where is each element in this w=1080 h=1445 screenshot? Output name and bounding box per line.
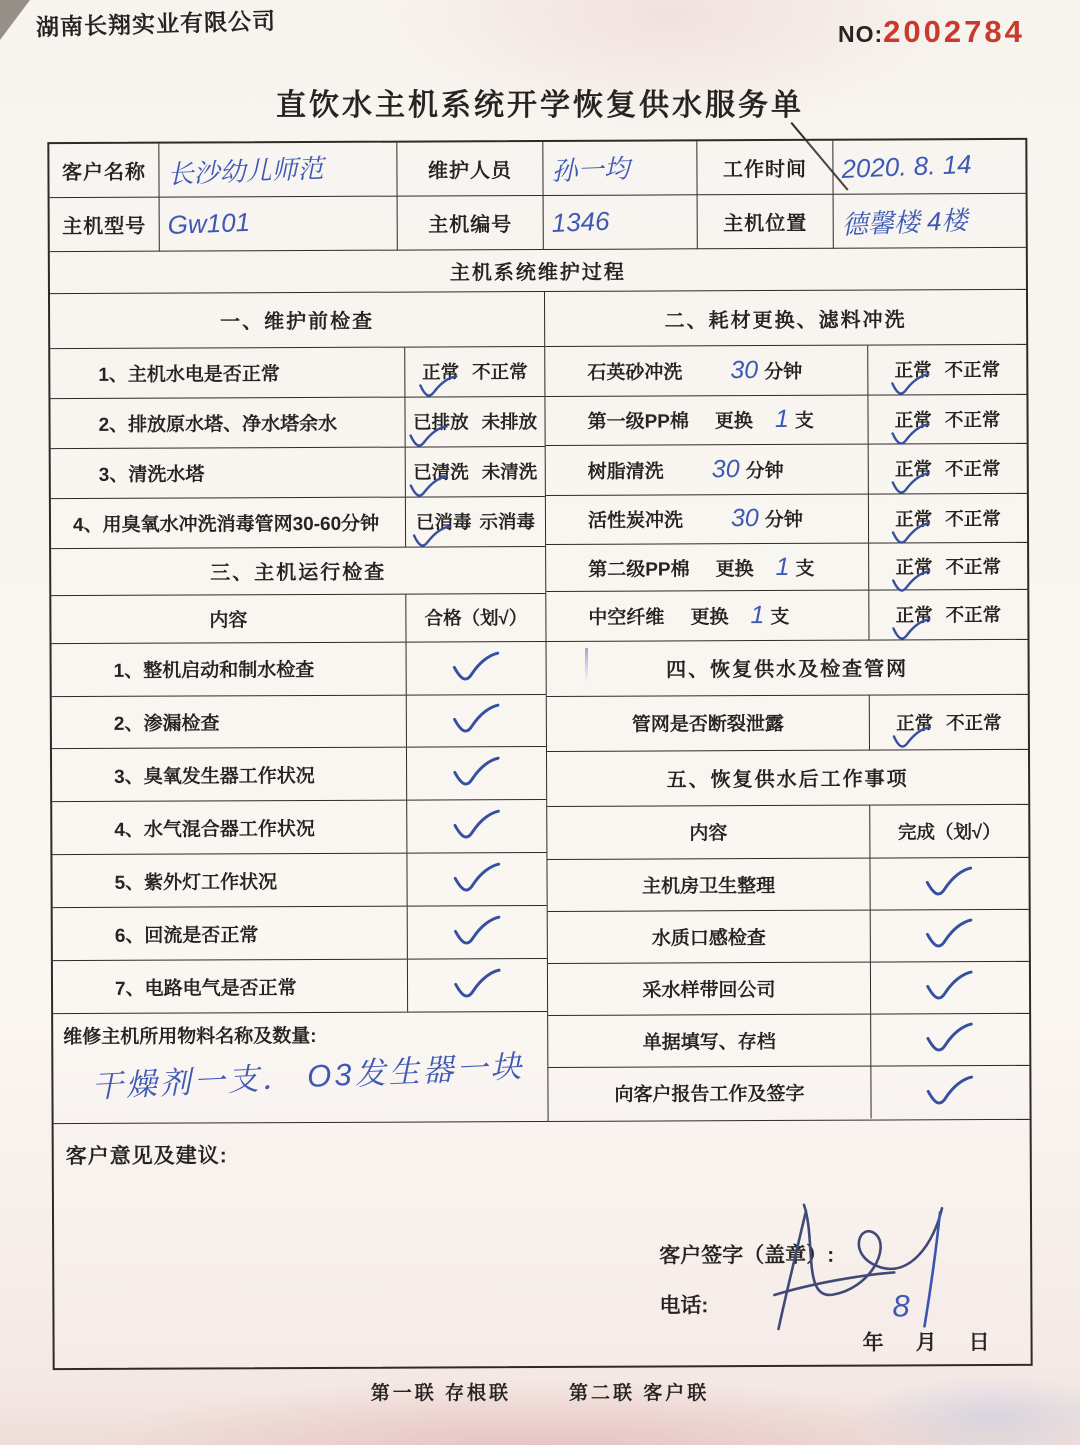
date-line <box>863 1326 990 1357</box>
field-label-location: 主机位置 <box>698 195 834 250</box>
post-work-header-row <box>547 804 1028 859</box>
consumable-label: 石英砂冲洗 <box>587 362 683 384</box>
consumable-label-cell <box>545 395 868 445</box>
check-item-label: 4、用臭氧水冲洗消毒管网30-60分钟 <box>51 497 406 547</box>
post-work-row <box>548 1065 1029 1119</box>
form-title: 直饮水主机系统开学恢复供水服务单 <box>276 89 804 122</box>
consumable-qty-handwritten: 1 <box>774 405 789 434</box>
check-item-label: 5、紫外灯工作状况 <box>52 854 407 907</box>
customer-signature <box>744 1190 1013 1346</box>
pass-cell <box>407 642 546 695</box>
consumable-row <box>546 444 1027 496</box>
column-header-pass: 合格（划√） <box>424 607 528 629</box>
checkmark-icon <box>890 472 932 498</box>
info-grid <box>49 140 1025 252</box>
year-label: 年 <box>862 1331 884 1355</box>
consumable-label: 中空纤维 <box>588 607 665 629</box>
option-positive: 正常 <box>422 361 460 383</box>
pre-check-row <box>50 397 544 449</box>
checkmark-icon <box>449 756 503 792</box>
check-options <box>405 397 544 447</box>
done-cell <box>871 909 1029 961</box>
month-label: 月 <box>915 1331 937 1355</box>
consumable-row <box>546 543 1027 592</box>
materials-label: 维修主机所用物料名称及数量: <box>63 1026 317 1049</box>
checkmark-icon <box>890 422 932 448</box>
document-number-label: NO: <box>838 21 884 47</box>
field-value-maintainer: 孙一均 <box>550 153 631 187</box>
copy-note-first: 第一联 存根联 <box>370 1383 511 1404</box>
pre-check-row <box>51 497 545 549</box>
option-positive: 正常 <box>894 359 932 381</box>
column-header-content: 内容 <box>51 594 406 642</box>
check-options <box>868 394 1026 443</box>
checkmark-icon <box>411 525 453 551</box>
run-check-row <box>52 642 546 697</box>
checklist-area <box>50 290 1030 1124</box>
check-options <box>869 493 1027 542</box>
consumable-qty-handwritten: 30 <box>730 355 759 384</box>
company-name: 湖南长翔实业有限公司 <box>35 7 277 41</box>
check-item-label: 2、排放原水塔、净水塔余水 <box>50 397 405 447</box>
checkmark-icon <box>450 809 504 845</box>
field-label-unit-no: 主机编号 <box>398 196 544 251</box>
feedback-area <box>54 1120 1031 1372</box>
option-negative: 未清洗 <box>481 461 538 483</box>
consumable-unit: 支 <box>770 606 790 628</box>
pass-cell <box>407 853 546 906</box>
checkmark-icon <box>891 618 933 644</box>
check-item-label: 4、水气混合器工作状况 <box>52 801 407 854</box>
checkmark-icon <box>891 725 933 751</box>
checkmark-icon <box>417 375 459 401</box>
option-positive: 正常 <box>895 604 933 626</box>
run-check-row <box>52 694 546 749</box>
post-work-row <box>547 857 1028 911</box>
option-positive: 正常 <box>894 409 932 431</box>
section5-title: 五、恢复供水后工作事项 <box>547 749 1028 806</box>
option-negative: 不正常 <box>945 555 1001 578</box>
option-positive: 已排放 <box>412 411 469 433</box>
check-item-label: 3、清洗水塔 <box>51 447 406 497</box>
document-number <box>838 14 1025 50</box>
consumable-label: 第二级PP棉 <box>588 558 690 581</box>
pass-cell <box>407 800 546 853</box>
consumable-row <box>545 394 1026 446</box>
field-value-model: Gw101 <box>167 206 251 241</box>
checkmark-icon <box>890 373 932 399</box>
checkmark-icon <box>408 425 450 451</box>
field-value-worktime: 2020. 8. 14 <box>840 148 973 184</box>
check-item-label: 向客户报告工作及签字 <box>548 1066 871 1119</box>
check-options <box>406 447 545 497</box>
option-negative: 不正常 <box>944 408 1001 430</box>
run-check-row <box>53 959 547 1014</box>
run-check-row <box>53 906 547 961</box>
consumable-label-cell <box>546 544 869 591</box>
checkmark-icon <box>449 703 503 739</box>
consumable-row <box>545 345 1026 397</box>
phone-label: 电话: <box>659 1294 709 1318</box>
checkmark-icon <box>408 475 450 501</box>
check-item-label: 3、臭氧发生器工作状况 <box>52 748 407 801</box>
consumable-unit: 分钟 <box>745 460 784 482</box>
consumable-qty-handwritten: 1 <box>750 600 765 629</box>
check-options <box>869 590 1027 639</box>
check-options <box>406 497 545 547</box>
option-negative: 不正常 <box>944 458 1001 480</box>
option-positive: 正常 <box>896 711 934 733</box>
scan-corner-shadow <box>0 0 30 40</box>
consumable-label: 第一级PP棉 <box>587 411 689 434</box>
consumable-label-cell <box>545 346 868 396</box>
pre-check-row <box>51 447 545 499</box>
pass-cell <box>407 694 546 747</box>
pipe-check-row <box>547 694 1028 751</box>
consumable-label-cell <box>546 591 869 641</box>
checkmark-icon <box>890 569 932 595</box>
document-number-value: 2002784 <box>883 14 1025 49</box>
option-negative: 不正常 <box>472 361 528 383</box>
customer-sign-label: 客户签字（盖章）: <box>659 1243 835 1268</box>
consumable-unit: 分钟 <box>764 361 803 383</box>
consumable-action: 更换 <box>715 558 754 580</box>
consumable-action: 更换 <box>690 606 729 629</box>
materials-used-cell <box>53 1012 547 1123</box>
feedback-label: 客户意见及建议: <box>65 1144 228 1169</box>
checkmark-icon <box>923 917 977 953</box>
consumable-unit: 支 <box>795 558 815 580</box>
consumable-qty-handwritten: 1 <box>775 552 790 581</box>
check-options <box>870 694 1028 749</box>
done-cell <box>870 857 1028 909</box>
consumable-label: 树脂清洗 <box>587 461 664 483</box>
right-column <box>545 290 1030 1121</box>
checkmark-icon <box>922 865 976 901</box>
option-negative: 示消毒 <box>479 511 536 533</box>
option-positive: 已消毒 <box>415 511 472 533</box>
copy-distribution-note <box>0 1378 1080 1405</box>
consumable-label-cell <box>546 494 869 544</box>
field-label-worktime: 工作时间 <box>697 141 833 196</box>
pass-cell <box>408 906 547 959</box>
consumable-qty-handwritten: 30 <box>730 504 759 533</box>
consumable-row <box>546 493 1027 545</box>
field-value-customer: 长沙幼儿师范 <box>166 153 325 190</box>
field-label-model: 主机型号 <box>50 198 160 252</box>
post-work-row <box>548 909 1029 963</box>
post-work-row <box>548 961 1029 1015</box>
field-value-unit-no: 1346 <box>551 205 611 238</box>
section2-title: 二、耗材更换、滤料冲洗 <box>545 290 1026 347</box>
consumable-label: 活性炭冲洗 <box>587 510 684 533</box>
option-negative: 不正常 <box>946 711 1002 733</box>
check-item-label: 1、主机水电是否正常 <box>50 348 405 398</box>
checkmark-icon <box>450 968 504 1004</box>
check-item-label: 7、电路电气是否正常 <box>53 960 408 1013</box>
checkmark-icon <box>923 1021 977 1057</box>
consumable-row <box>546 590 1027 642</box>
checkmark-icon <box>450 862 504 898</box>
option-positive: 正常 <box>895 556 933 578</box>
checkmark-icon <box>923 969 977 1005</box>
option-negative: 不正常 <box>945 507 1001 529</box>
field-value-location: 德馨楼 4楼 <box>841 204 968 240</box>
run-check-row <box>52 747 546 802</box>
consumable-unit: 支 <box>794 411 814 433</box>
check-item-label: 采水样带回公司 <box>548 962 871 1014</box>
section3-title: 三、主机运行检查 <box>51 547 545 596</box>
check-item-label: 2、渗漏检查 <box>52 695 407 748</box>
option-positive: 正常 <box>894 458 933 480</box>
option-positive: 正常 <box>895 508 933 530</box>
run-check-header-row <box>51 594 545 644</box>
done-cell <box>871 961 1029 1013</box>
form-table <box>47 138 1032 1370</box>
consumable-action: 更换 <box>714 411 753 433</box>
check-options <box>405 347 544 397</box>
check-item-label: 6、回流是否正常 <box>53 907 408 960</box>
post-work-row <box>548 1013 1029 1067</box>
check-item-label: 水质口感检查 <box>548 910 871 962</box>
left-column <box>50 292 549 1123</box>
check-options <box>869 543 1027 590</box>
run-check-row <box>52 853 546 908</box>
run-check-row <box>52 800 546 855</box>
day-label: 日 <box>968 1331 990 1355</box>
field-label-customer: 客户名称 <box>49 144 159 198</box>
check-item-label: 主机房卫生整理 <box>547 858 870 910</box>
pass-cell <box>408 959 547 1012</box>
checkmark-icon <box>923 1074 977 1110</box>
check-item-label: 1、整机启动和制水检查 <box>52 642 407 695</box>
section4-title: 四、恢复供水及检查管网 <box>547 639 1028 696</box>
consumable-unit: 分钟 <box>764 510 803 532</box>
check-options <box>869 444 1027 493</box>
checkmark-icon <box>449 650 503 686</box>
column-header-content: 内容 <box>547 805 870 858</box>
consumable-label-cell <box>546 445 869 495</box>
section1-title: 一、维护前检查 <box>50 292 544 349</box>
checkmark-icon <box>890 521 932 547</box>
pre-check-row <box>50 347 544 399</box>
ink-smudge <box>585 648 588 682</box>
check-item-label: 管网是否断裂泄露 <box>547 695 870 750</box>
option-negative: 不正常 <box>945 604 1002 626</box>
option-positive: 已清洗 <box>413 461 469 483</box>
materials-value-handwritten: 干燥剂一支． O3发生器一块 <box>90 1048 526 1105</box>
check-item-label: 单据填写、存档 <box>548 1014 871 1066</box>
column-header-done: 完成（划√） <box>897 820 1001 842</box>
month-value-handwritten: 8 <box>892 1288 910 1324</box>
check-options <box>868 345 1026 394</box>
field-label-maintainer: 维护人员 <box>397 142 543 197</box>
done-cell <box>871 1065 1029 1118</box>
option-negative: 不正常 <box>944 359 1001 381</box>
done-cell <box>871 1013 1029 1065</box>
pass-cell <box>407 747 546 800</box>
copy-note-second: 第二联 客户联 <box>569 1383 710 1404</box>
checkmark-icon <box>450 915 504 951</box>
consumable-qty-handwritten: 30 <box>711 454 740 483</box>
process-section-title: 主机系统维护过程 <box>50 248 1026 294</box>
option-negative: 未排放 <box>481 411 538 433</box>
